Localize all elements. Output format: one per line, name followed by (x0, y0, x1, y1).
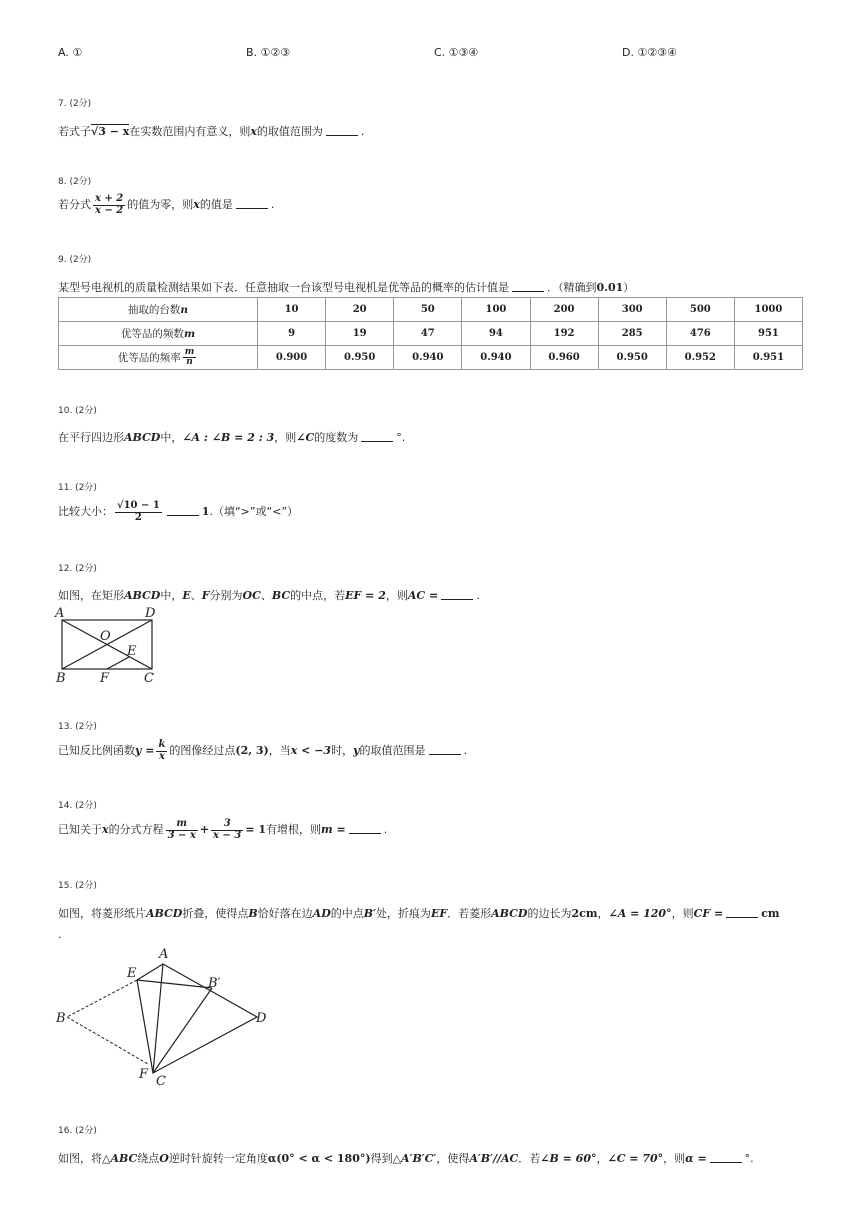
label-c: C (156, 1074, 166, 1089)
question-number: 10. (2分) (58, 406, 97, 416)
option-b: B. ①②③ (246, 46, 291, 59)
question-7-text: 若式子√3 − x在实数范围内有意义，则x的取值范围为 . (58, 125, 365, 138)
table-cell: 951 (734, 322, 802, 346)
table-header-cell: 优等品的频率 $\frac{m}{n}$ (59, 346, 258, 370)
table-cell: 200 (530, 298, 598, 322)
answer-blank (349, 823, 381, 834)
table-cell: 1000 (734, 298, 802, 322)
table-cell: 50 (394, 298, 462, 322)
table-cell: 285 (598, 322, 666, 346)
question-number: 8. (2分) (58, 177, 92, 187)
label-b: B (56, 671, 66, 686)
segment-fb-prime (153, 988, 212, 1073)
table-row (59, 298, 803, 322)
table-cell: 0.950 (326, 346, 394, 370)
question-number: 16. (2分) (58, 1126, 97, 1136)
dashed-eb (67, 980, 137, 1017)
answer-blank (441, 589, 473, 600)
answer-blank (710, 1152, 742, 1163)
label-e: E (127, 644, 137, 659)
question-number: 9. (2分) (58, 255, 92, 265)
question-13-text: 已知反比例函数y = $\frac{k}{x}$ 的图像经过点(2, 3)，当x < −3时，y的取值范围是 . (58, 739, 467, 762)
table-cell: 47 (394, 322, 462, 346)
rectangle-figure (50, 604, 170, 686)
dashed-bf (67, 1017, 148, 1064)
question-number: 12. (2分) (58, 564, 97, 574)
label-e: E (127, 966, 137, 981)
table-cell: 0.951 (734, 346, 802, 370)
fold-triangle-outline (153, 964, 257, 1073)
label-f: F (139, 1067, 149, 1082)
answer-blank (429, 744, 461, 755)
table-cell: 20 (326, 298, 394, 322)
table-cell: 500 (666, 298, 734, 322)
table-cell: 0.960 (530, 346, 598, 370)
question-10-text: 在平行四边形ABCD中，∠A : ∠B = 2 : 3，则∠C的度数为 °. (58, 431, 406, 444)
table-cell: 10 (258, 298, 326, 322)
option-a: A. ① (58, 46, 83, 59)
question-16-text: 如图，将△ABC绕点O逆时针旋转一定角度α(0° < α < 180°)得到△A′B′C′，使得A′B′//AC．若∠B = 60°，∠C = 70°，则α = °. (58, 1152, 754, 1165)
label-a: A (159, 947, 169, 962)
label-c: C (144, 671, 154, 686)
table-row (59, 322, 803, 346)
table-header-cell: 优等品的频数m (59, 322, 258, 346)
question-15-end: . (58, 928, 62, 941)
table-cell: 94 (462, 322, 530, 346)
table-cell: 19 (326, 322, 394, 346)
table-cell: 0.940 (394, 346, 462, 370)
table-cell: 0.900 (258, 346, 326, 370)
answer-blank (512, 281, 544, 292)
label-b-prime: B′ (208, 976, 221, 991)
table-cell: 476 (666, 322, 734, 346)
table-cell: 9 (258, 322, 326, 346)
answer-blank (326, 125, 358, 136)
label-d: D (256, 1011, 267, 1026)
table-cell: 0.940 (462, 346, 530, 370)
question-8-text: 若分式 $\frac{x + 2}{x - 2}$ 的值为零，则x的值是 . (58, 193, 275, 216)
answer-blank (236, 198, 268, 209)
label-b: B (56, 1011, 66, 1026)
label-a: A (55, 606, 65, 621)
crease-ef (137, 980, 153, 1073)
rhombus-figure (52, 942, 277, 1090)
table-cell: 192 (530, 322, 598, 346)
table-cell: 0.950 (598, 346, 666, 370)
question-number: 7. (2分) (58, 99, 92, 109)
label-d: D (145, 606, 156, 621)
quality-table (58, 297, 803, 370)
question-number: 11. (2分) (58, 483, 97, 493)
table-header-cell: 抽取的台数n (59, 298, 258, 322)
question-number: 15. (2分) (58, 881, 97, 891)
table-cell: 0.952 (666, 346, 734, 370)
option-c: C. ①③④ (434, 46, 479, 59)
segment-eb-prime (137, 980, 212, 988)
table-cell: 100 (462, 298, 530, 322)
label-o: O (100, 629, 111, 644)
question-14-text: 已知关于x的分式方程 $\frac{m}{3 - x}$ + $\frac{3}{x - 3}$ = 1有增根，则m = . (58, 818, 388, 841)
label-f: F (100, 671, 110, 686)
question-11-text: 比较大小： $\frac{√10 - 1}{2}$ 1.（填“>”或“<”） (58, 500, 299, 523)
question-number: 14. (2分) (58, 801, 97, 811)
question-12-text: 如图，在矩形ABCD中，E、F分别为OC、BC的中点，若EF = 2，则AC = . (58, 589, 480, 602)
question-number: 13. (2分) (58, 722, 97, 732)
table-row (59, 346, 803, 370)
question-15-text: 如图，将菱形纸片ABCD折叠，使得点B恰好落在边AD的中点B′处，折痕为EF．若菱形ABCD的边长为2cm，∠A = 120°，则CF = cm (58, 907, 780, 920)
answer-blank (726, 907, 758, 918)
option-d: D. ①②③④ (622, 46, 677, 59)
answer-blank (361, 431, 393, 442)
answer-blank (167, 505, 199, 516)
question-9-text: 某型号电视机的质量检测结果如下表．任意抽取一台该型号电视机是优等品的概率的估计值是 ．（精确到0.01） (58, 281, 635, 294)
table-cell: 300 (598, 298, 666, 322)
